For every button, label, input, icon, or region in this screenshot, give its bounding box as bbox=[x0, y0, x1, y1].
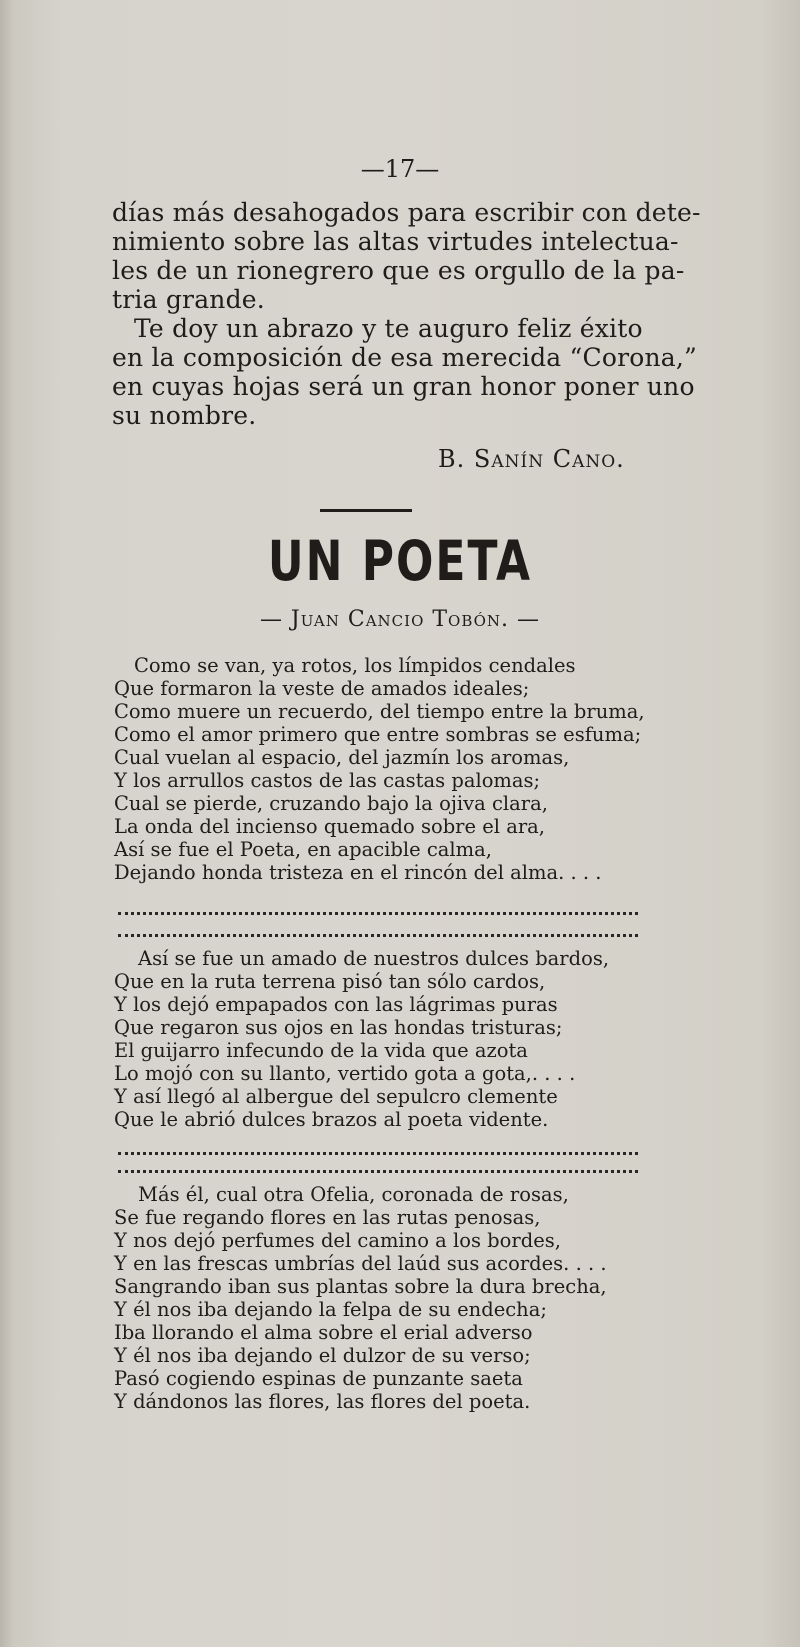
verse-line: El guijarro infecundo de la vida que azota bbox=[114, 1039, 528, 1062]
prose-line: su nombre. bbox=[112, 401, 257, 430]
verse-line: Pasó cogiendo espinas de punzante saeta bbox=[114, 1367, 523, 1390]
verse-line: Como muere un recuerdo, del tiempo entre la bruma, bbox=[114, 700, 645, 723]
poem-title: UN POETA bbox=[267, 530, 533, 594]
verse-line: Como el amor primero que entre sombras se esfuma; bbox=[114, 723, 642, 746]
poem-author: — Juan Cancio Tobón. — bbox=[259, 607, 541, 632]
signature: B. Sanín Cano. bbox=[438, 445, 625, 473]
verse-line: Que en la ruta terrena pisó tan sólo cardos, bbox=[114, 970, 546, 993]
verse-line: La onda del incienso quemado sobre el ara, bbox=[114, 815, 545, 838]
verse-line: Más él, cual otra Ofelia, coronada de rosas, bbox=[138, 1183, 569, 1206]
prose-line: les de un rionegrero que es orgullo de la pa- bbox=[112, 256, 685, 285]
verse-line: Se fue regando flores en las rutas penosas, bbox=[114, 1206, 541, 1229]
dotted-separator bbox=[118, 1170, 638, 1177]
verse-line: Cual se pierde, cruzando bajo la ojiva clara, bbox=[114, 792, 548, 815]
verse-line: Y los arrullos castos de las castas palomas; bbox=[114, 769, 541, 792]
verse-line: Sangrando iban sus plantas sobre la dura brecha, bbox=[114, 1275, 607, 1298]
prose-line: días más desahogados para escribir con dete- bbox=[112, 198, 701, 227]
verse-line: Que regaron sus ojos en las hondas tristuras; bbox=[114, 1016, 563, 1039]
verse-line: Y en las frescas umbrías del laúd sus acordes. . . . bbox=[114, 1252, 607, 1275]
verse-line: Y él nos iba dejando la felpa de su endecha; bbox=[114, 1298, 547, 1321]
dotted-separator bbox=[118, 1152, 638, 1159]
prose-line: en cuyas hojas será un gran honor poner uno bbox=[112, 372, 695, 401]
verse-line: Y él nos iba dejando el dulzor de su verso; bbox=[114, 1344, 531, 1367]
prose-line: tria grande. bbox=[112, 285, 265, 314]
verse-line: Iba llorando el alma sobre el erial adverso bbox=[114, 1321, 533, 1344]
verse-line: Cual vuelan al espacio, del jazmín los aromas, bbox=[114, 746, 570, 769]
section-divider bbox=[320, 509, 412, 512]
page-number: —17— bbox=[360, 155, 440, 183]
verse-line: Así se fue el Poeta, en apacible calma, bbox=[114, 838, 492, 861]
verse-line: Que le abrió dulces brazos al poeta vidente. bbox=[114, 1108, 549, 1131]
dotted-separator bbox=[118, 934, 638, 941]
verse-line: Lo mojó con su llanto, vertido gota a gota,. . . . bbox=[114, 1062, 576, 1085]
verse-line: Que formaron la veste de amados ideales; bbox=[114, 677, 530, 700]
verse-line: Así se fue un amado de nuestros dulces bardos, bbox=[138, 947, 610, 970]
verse-line: Dejando honda tristeza en el rincón del alma. . . . bbox=[114, 861, 602, 884]
verse-line: Y nos dejó perfumes del camino a los bordes, bbox=[114, 1229, 561, 1252]
prose-line: en la composición de esa merecida “Corona,” bbox=[112, 343, 698, 372]
verse-line: Como se van, ya rotos, los límpidos cendales bbox=[134, 654, 576, 677]
verse-line: Y así llegó al albergue del sepulcro clemente bbox=[114, 1085, 558, 1108]
verse-line: Y dándonos las flores, las flores del poeta. bbox=[114, 1390, 531, 1413]
prose-line: Te doy un abrazo y te auguro feliz éxito bbox=[134, 314, 643, 343]
dotted-separator bbox=[118, 912, 638, 919]
prose-line: nimiento sobre las altas virtudes intelectua- bbox=[112, 227, 679, 256]
verse-line: Y los dejó empapados con las lágrimas puras bbox=[114, 993, 558, 1016]
